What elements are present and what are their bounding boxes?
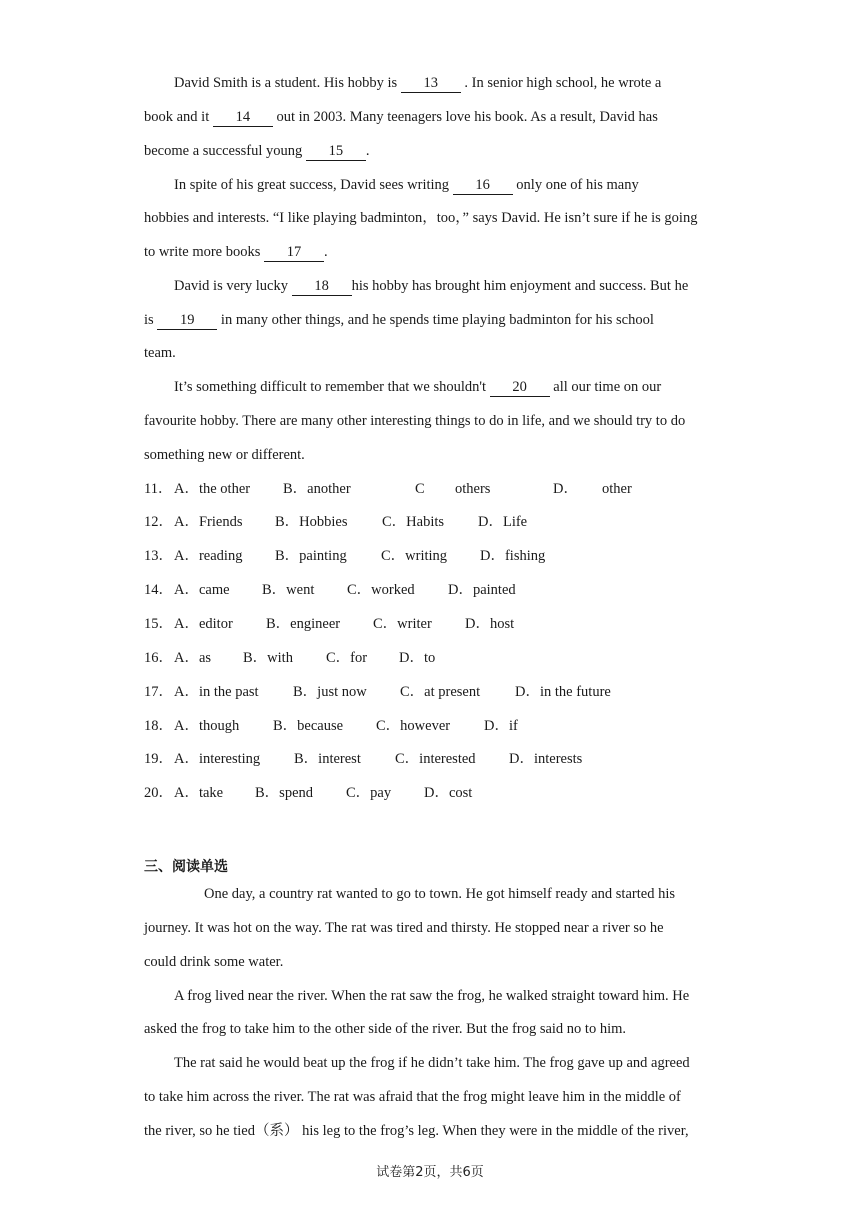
passage-line: something new or different. bbox=[144, 447, 305, 463]
option-d: D．cost bbox=[424, 785, 473, 801]
question-number: 19． bbox=[144, 751, 173, 767]
blank-17: 17 bbox=[264, 244, 324, 262]
option-c: C．however bbox=[376, 718, 451, 734]
passage-line: hobbies and interests. “I like playing badminton，too，” says David. He isn’t sure if he is going bbox=[144, 210, 698, 226]
option-c: C．interested bbox=[395, 751, 476, 767]
option-c: C．writing bbox=[381, 548, 448, 564]
option-b: B．because bbox=[273, 718, 344, 734]
option-d: other bbox=[602, 481, 632, 497]
text: all our time on our bbox=[549, 379, 662, 395]
passage-line: to take him across the river. The rat was afraid that the frog might leave him in the middle of bbox=[144, 1089, 681, 1105]
option-a: A．interesting bbox=[174, 751, 261, 767]
page-footer: 试卷第2页，共6页 bbox=[376, 1165, 484, 1180]
passage-line: team. bbox=[144, 345, 176, 361]
option-d: D．Life bbox=[478, 514, 528, 530]
option-c: C．at present bbox=[400, 684, 481, 700]
blank-20: 20 bbox=[490, 379, 550, 397]
question-number: 12． bbox=[144, 514, 173, 530]
question-number: 15． bbox=[144, 616, 173, 632]
option-b: B．Hobbies bbox=[275, 514, 348, 530]
option-b: B．just now bbox=[293, 684, 367, 700]
option-b: B．interest bbox=[294, 751, 361, 767]
passage-line: The rat said he would beat up the frog if he didn’t take him. The frog gave up and agreed bbox=[174, 1055, 690, 1071]
option-c: others bbox=[455, 481, 491, 497]
blank-19: 19 bbox=[157, 312, 217, 330]
passage-line bbox=[144, 141, 370, 161]
passage-line: could drink some water. bbox=[144, 954, 284, 970]
option-d: D．fishing bbox=[480, 548, 546, 564]
question-number: 14． bbox=[144, 582, 173, 598]
text: David Smith is a student. His hobby is bbox=[174, 75, 401, 91]
passage-line bbox=[144, 107, 658, 127]
passage-line: A frog lived near the river. When the rat saw the frog, he walked straight toward him. He bbox=[174, 988, 690, 1004]
text: David is very lucky bbox=[174, 278, 292, 294]
option-a: A．the other bbox=[174, 481, 251, 497]
passage-line bbox=[174, 276, 688, 296]
text: out in 2003. Many teenagers love his book. As a result, David has bbox=[272, 109, 658, 125]
passage-line: journey. It was hot on the way. The rat was tired and thirsty. He stopped near a river so he bbox=[144, 920, 664, 936]
text: . bbox=[324, 244, 328, 260]
question-number: 20． bbox=[144, 785, 173, 801]
option-c: C．writer bbox=[373, 616, 432, 632]
option-b: B．another bbox=[283, 481, 351, 497]
text: book and it bbox=[144, 109, 213, 125]
passage-line bbox=[174, 377, 661, 397]
text: only one of his many bbox=[512, 177, 639, 193]
text: to write more books bbox=[144, 244, 265, 260]
option-b: B．painting bbox=[275, 548, 347, 564]
option-d-letter: D． bbox=[553, 481, 578, 497]
option-b: B．with bbox=[243, 650, 293, 666]
blank-13: 13 bbox=[401, 75, 461, 93]
question-number: 11． bbox=[144, 481, 173, 497]
question-number: 18． bbox=[144, 718, 173, 734]
option-a: A．came bbox=[174, 582, 230, 598]
passage-line: One day, a country rat wanted to go to town. He got himself ready and started his bbox=[204, 886, 675, 902]
text: . In senior high school, he wrote a bbox=[460, 75, 662, 91]
section-heading: 三、阅读单选 bbox=[144, 859, 228, 875]
blank-14: 14 bbox=[213, 109, 273, 127]
blank-16: 16 bbox=[453, 177, 513, 195]
option-d: D．in the future bbox=[515, 684, 611, 700]
text: . bbox=[365, 143, 370, 159]
option-d: D．host bbox=[465, 616, 515, 632]
option-c: C．Habits bbox=[382, 514, 445, 530]
option-a: A．in the past bbox=[174, 684, 259, 700]
option-c: C．worked bbox=[347, 582, 415, 598]
blank-18: 18 bbox=[292, 278, 352, 296]
passage-line bbox=[144, 242, 328, 262]
text: his hobby has brought him enjoyment and success. But he bbox=[351, 278, 689, 294]
option-c-letter: C bbox=[415, 481, 425, 497]
passage-line: favourite hobby. There are many other interesting things to do in life, and we should try to do bbox=[144, 413, 686, 429]
option-a: A．though bbox=[174, 718, 240, 734]
option-b: B．went bbox=[262, 582, 315, 598]
option-d: D．if bbox=[484, 718, 518, 734]
question-number: 17． bbox=[144, 684, 173, 700]
option-d: D．to bbox=[399, 650, 436, 666]
passage-line bbox=[174, 175, 639, 195]
option-c: C．for bbox=[326, 650, 368, 666]
option-a: A．reading bbox=[174, 548, 243, 564]
option-b: B．spend bbox=[255, 785, 313, 801]
option-d: D．interests bbox=[509, 751, 583, 767]
question-number: 16． bbox=[144, 650, 173, 666]
passage-line: the river, so he tied（系） his leg to the frog’s leg. When they were in the middle of the river, bbox=[144, 1123, 689, 1139]
option-a: A．as bbox=[174, 650, 212, 666]
text: It’s something difficult to remember that we shouldn't bbox=[174, 379, 490, 395]
passage-line bbox=[174, 73, 661, 93]
blank-15: 15 bbox=[306, 143, 366, 161]
text: is bbox=[144, 312, 158, 328]
passage-line: asked the frog to take him to the other side of the river. But the frog said no to him. bbox=[144, 1021, 627, 1037]
question-number: 13． bbox=[144, 548, 173, 564]
option-b: B．engineer bbox=[266, 616, 341, 632]
text: In spite of his great success, David sees writing bbox=[174, 177, 453, 193]
option-a: A．take bbox=[174, 785, 224, 801]
text: in many other things, and he spends time playing badminton for his school bbox=[217, 312, 654, 328]
option-a: A．Friends bbox=[174, 514, 243, 530]
text: become a successful young bbox=[144, 143, 306, 159]
option-c: C．pay bbox=[346, 785, 392, 801]
option-a: A．editor bbox=[174, 616, 233, 632]
passage-line bbox=[144, 310, 654, 330]
option-d: D．painted bbox=[448, 582, 516, 598]
